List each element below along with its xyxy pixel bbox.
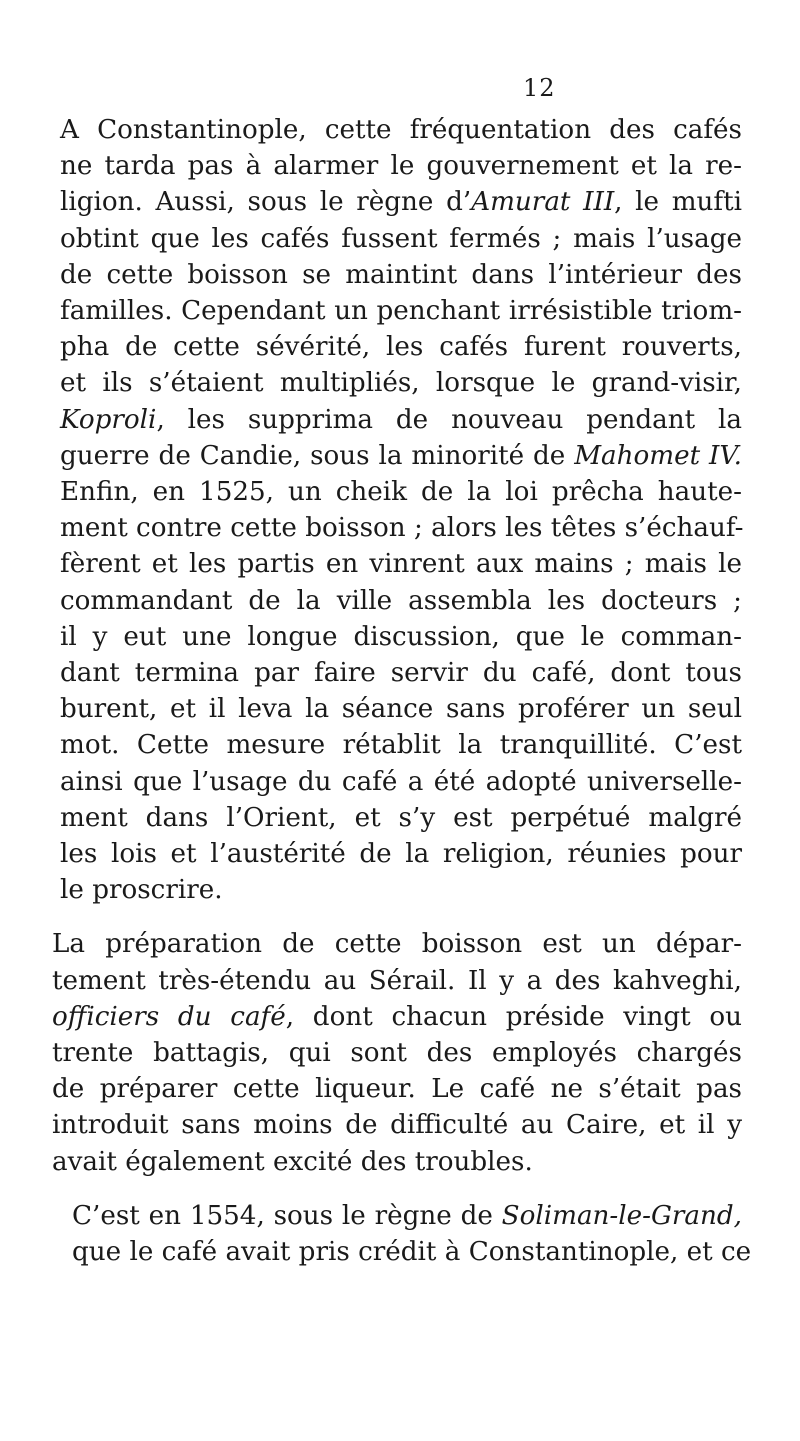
text-line	[52, 999, 742, 1035]
text-segment: et ils s’étaient multipliés, lorsque le grand-visir,	[60, 368, 742, 399]
italic-segment: Soliman-le-Grand,	[501, 1200, 742, 1231]
text-segment: La préparation de cette boisson est un dépar-	[52, 929, 742, 960]
text-segment: , les supprima de nouveau pendant la	[156, 404, 742, 435]
italic-segment: Amurat III	[471, 187, 615, 218]
text-segment: commandant de la ville assembla les docteurs ;	[60, 585, 742, 616]
text-line	[52, 221, 742, 257]
text-line	[52, 619, 742, 655]
text-line	[52, 926, 742, 962]
text-line	[52, 583, 742, 619]
text-segment: C’est en 1554, sous le règne de	[72, 1200, 502, 1231]
text-line	[52, 800, 742, 836]
text-segment: que le café avait pris crédit à Constantinople, et ce	[72, 1237, 752, 1268]
text-segment: introduit sans moins de difficulté au Caire, et il y	[52, 1110, 742, 1141]
text-line	[52, 438, 742, 474]
text-segment: ligion. Aussi, sous le règne d’	[60, 187, 472, 218]
text-segment: pha de cette sévérité, les cafés furent rouverts,	[60, 332, 742, 363]
text-line	[52, 546, 742, 582]
text-line	[52, 293, 742, 329]
text-segment: il y eut une longue discussion, que le comman-	[60, 621, 742, 652]
italic-segment: Koproli	[60, 404, 157, 435]
page-number: 12	[523, 74, 556, 102]
text-segment: le proscrire.	[60, 875, 223, 906]
text-segment: les lois et l’austérité de la religion, réunies pour	[60, 839, 742, 870]
text-line	[52, 257, 742, 293]
text-line	[52, 365, 742, 401]
text-line	[52, 764, 742, 800]
text-line	[52, 112, 742, 148]
paragraph-1	[52, 112, 742, 908]
text-segment: tement très-étendu au Sérail. Il y a des kahveghi,	[52, 965, 742, 996]
text-line	[52, 691, 742, 727]
text-segment: obtint que les cafés fussent fermés ; mais l’usage	[60, 223, 742, 254]
text-segment: , dont chacun préside vingt ou	[285, 1001, 742, 1032]
text-segment: ment contre cette boisson ; alors les têtes s’échauf-	[60, 513, 744, 544]
text-line	[52, 1035, 742, 1071]
text-line	[52, 836, 742, 872]
text-line	[52, 1071, 742, 1107]
text-segment: , le mufti	[614, 187, 743, 218]
text-segment: burent, et il leva la séance sans proférer un seul	[60, 694, 742, 725]
text-line	[52, 1107, 742, 1143]
text-segment: avait également excité des troubles.	[52, 1146, 533, 1177]
body-text	[52, 112, 752, 1270]
text-line	[52, 655, 742, 691]
text-segment: de cette boisson se maintint dans l’intérieur des	[60, 259, 742, 290]
italic-segment: officiers du café	[52, 1001, 286, 1032]
text-segment: A Constantinople, cette fréquentation des cafés	[60, 115, 742, 145]
text-line	[52, 727, 742, 763]
text-segment: de préparer cette liqueur. Le café ne s’était pas	[52, 1074, 742, 1105]
text-line	[52, 872, 742, 908]
text-segment: familles. Cependant un penchant irrésistible triom-	[60, 296, 742, 327]
paragraph-3	[52, 1198, 752, 1270]
text-line	[52, 1198, 742, 1234]
text-segment: guerre de Candie, sous la minorité de	[60, 440, 575, 471]
text-segment: mot. Cette mesure rétablit la tranquillité. C’est	[60, 730, 742, 761]
text-line	[52, 402, 742, 438]
text-segment: trente battagis, qui sont des employés chargés	[52, 1038, 742, 1069]
italic-segment: Mahomet IV.	[574, 440, 742, 471]
text-segment: dant termina par faire servir du café, dont tous	[60, 658, 742, 689]
text-line	[52, 329, 742, 365]
text-line	[52, 474, 742, 510]
text-line	[52, 963, 742, 999]
text-line	[52, 148, 742, 184]
text-segment: fèrent et les partis en vinrent aux mains ; mais le	[60, 549, 742, 580]
text-line	[52, 510, 742, 546]
text-segment: ment dans l’Orient, et s’y est perpétué malgré	[60, 802, 742, 833]
text-segment: ainsi que l’usage du café a été adopté universelle-	[60, 766, 742, 797]
text-line	[52, 184, 742, 220]
text-segment: ne tarda pas à alarmer le gouvernement et la re-	[60, 151, 742, 182]
text-segment: Enfin, en 1525, un cheik de la loi prêcha haute-	[60, 477, 742, 508]
paragraph-2	[52, 926, 742, 1179]
text-line	[52, 1144, 742, 1180]
text-line	[52, 1234, 752, 1270]
